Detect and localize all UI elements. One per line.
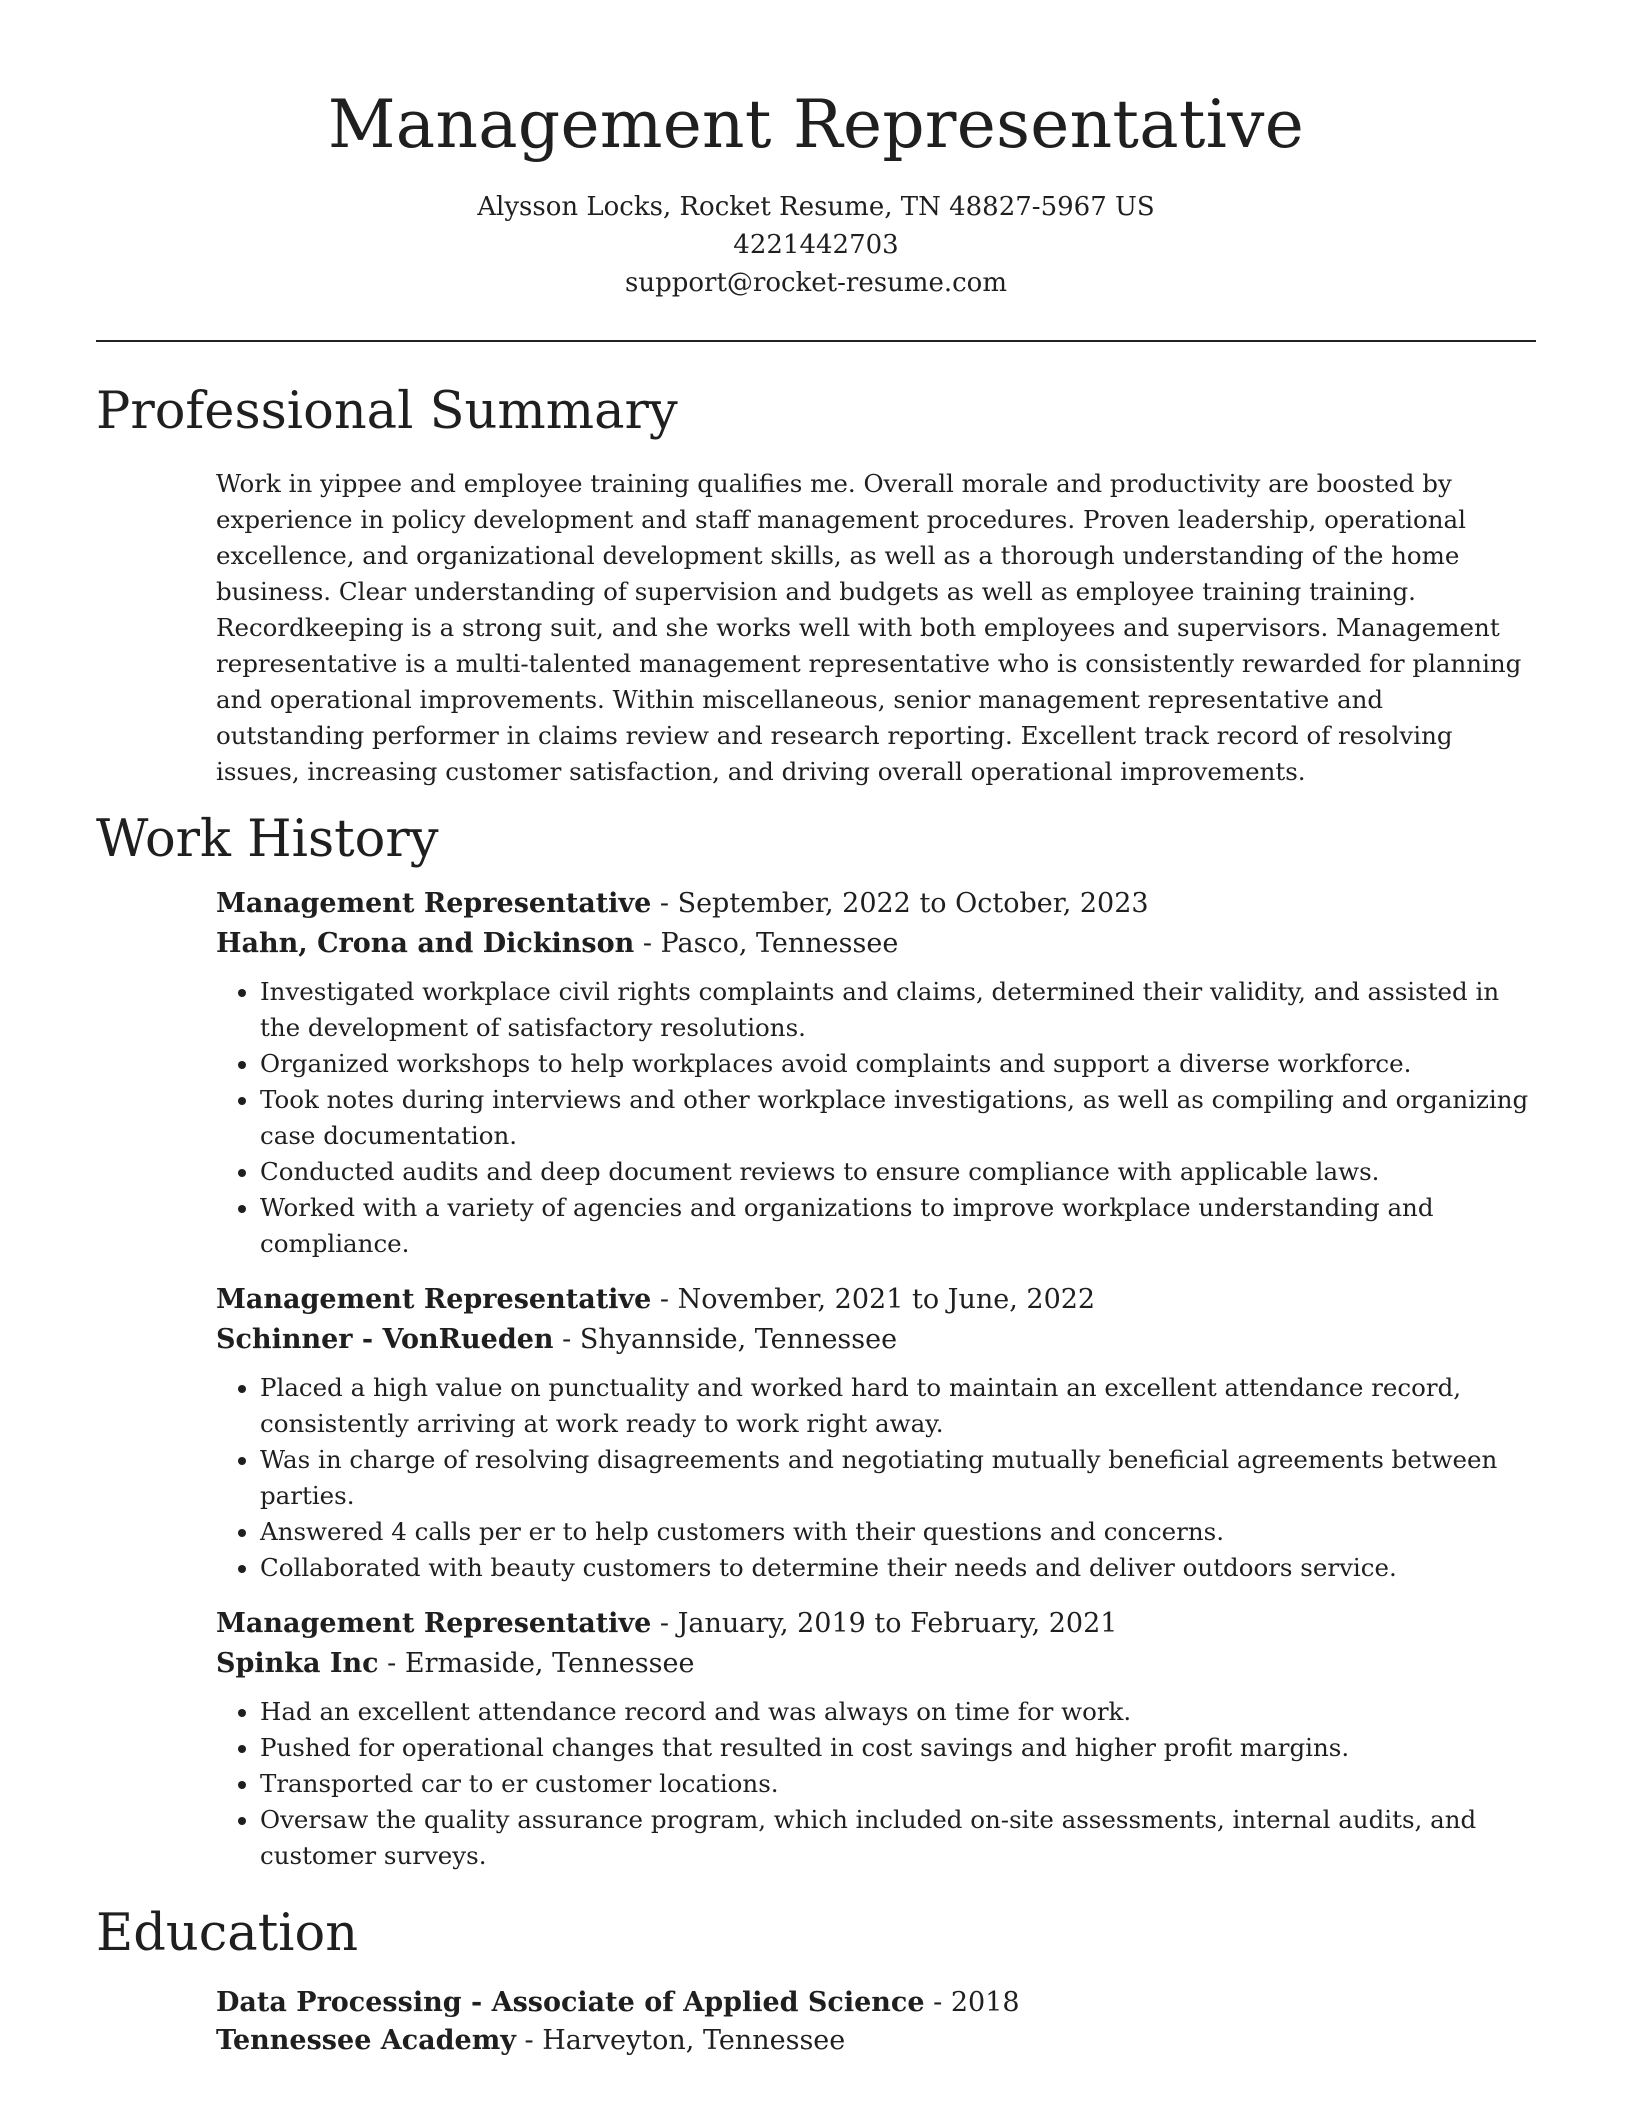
education-school: Tennessee Academy	[216, 2025, 516, 2056]
summary-heading: Professional Summary	[96, 382, 678, 441]
job-company: Spinka Inc	[216, 1648, 379, 1679]
job-title: Management Representative	[216, 1608, 652, 1639]
job-company-line	[216, 1644, 1536, 1684]
education-heading: Education	[96, 1904, 359, 1963]
contact-block	[96, 188, 1536, 302]
job-bullets	[216, 1370, 1536, 1586]
job-company-line	[216, 1320, 1536, 1360]
resume-title: Management Representative	[327, 86, 1305, 163]
job-bullet: • Conducted audits and deep document reviews to ensure compliance with applicable laws.	[260, 1154, 1536, 1190]
job-dates: - September, 2022 to October, 2023	[651, 888, 1149, 919]
resume-header	[96, 80, 1536, 302]
job-bullets	[216, 974, 1536, 1262]
contact-address: Alysson Locks, Rocket Resume, TN 48827-5967 US	[477, 192, 1155, 222]
job-bullet: • Answered 4 calls per er to help customers with their questions and concerns.	[260, 1514, 1536, 1550]
job-bullet: • Investigated workplace civil rights complaints and claims, determined their validity, and assisted in the development of satisfactory resolutions.	[260, 974, 1536, 1046]
job-location: - Shyannside, Tennessee	[553, 1324, 898, 1355]
job-location: - Ermaside, Tennessee	[378, 1648, 695, 1679]
job-title-line	[216, 884, 1536, 924]
job-company: Schinner - VonRueden	[216, 1324, 554, 1355]
education-section	[96, 1902, 1536, 2060]
job-title-line	[216, 1280, 1536, 1320]
job-bullet: • Had an excellent attendance record and was always on time for work.	[260, 1694, 1536, 1730]
job-bullet: • Pushed for operational changes that resulted in cost savings and higher profit margins.	[260, 1730, 1536, 1766]
education-school-line	[216, 2022, 1536, 2060]
education-field: Data Processing	[216, 1987, 462, 2018]
work-history-section	[96, 808, 1536, 1874]
education-entry	[216, 1984, 1536, 2060]
work-history-heading: Work History	[96, 810, 439, 869]
summary-section	[96, 380, 1536, 790]
job-bullets	[216, 1694, 1536, 1874]
resume-page	[96, 80, 1536, 2056]
job-company-line	[216, 924, 1536, 964]
education-location: - Harveyton, Tennessee	[515, 2025, 846, 2056]
contact-email: support@rocket-resume.com	[624, 268, 1007, 298]
job-bullet: • Transported car to er customer locations.	[260, 1766, 1536, 1802]
summary-text: Work in yippee and employee training qualifies me. Overall morale and productivity are boosted by experience in policy development and staff management procedures. Proven leadership, operational excellence, and organizational development skills, as well as a thorough understanding of the home business. Clear understanding of supervision and budgets as well as employee training training. Recordkeeping is a strong suit, and she works well with both employees and supervisors. Management representative is a multi-talented management representative who is consistently rewarded for planning and operational improvements. Within miscellaneous, senior management representative and outstanding performer in claims review and research reporting. Excellent track record of resolving issues, increasing customer satisfaction, and driving overall operational improvements.	[216, 469, 1522, 786]
job-company: Hahn, Crona and Dickinson	[216, 928, 635, 959]
job-bullet: • Was in charge of resolving disagreements and negotiating mutually beneficial agreements between parties.	[260, 1442, 1536, 1514]
job-location: - Pasco, Tennessee	[634, 928, 899, 959]
job-bullet: • Took notes during interviews and other workplace investigations, as well as compiling and organizing case documentation.	[260, 1082, 1536, 1154]
job-bullet: • Collaborated with beauty customers to determine their needs and deliver outdoors service.	[260, 1550, 1536, 1586]
header-divider	[96, 340, 1536, 342]
education-degree-line	[216, 1984, 1536, 2022]
job-bullet: • Organized workshops to help workplaces avoid complaints and support a diverse workforce.	[260, 1046, 1536, 1082]
education-degree: - Associate of Applied Science	[461, 1987, 925, 2018]
job-title-line	[216, 1604, 1536, 1644]
job-bullet: • Oversaw the quality assurance program, which included on-site assessments, internal audits, and customer surveys.	[260, 1802, 1536, 1874]
job-dates: - January, 2019 to February, 2021	[651, 1608, 1118, 1639]
job-bullet: • Placed a high value on punctuality and worked hard to maintain an excellent attendance record, consistently arriving at work ready to work right away.	[260, 1370, 1536, 1442]
job-entry	[216, 1280, 1536, 1586]
job-entry	[216, 884, 1536, 1262]
job-bullet: • Worked with a variety of agencies and organizations to improve workplace understanding and compliance.	[260, 1190, 1536, 1262]
job-title: Management Representative	[216, 888, 652, 919]
job-dates: - November, 2021 to June, 2022	[651, 1284, 1096, 1315]
education-year: - 2018	[924, 1987, 1020, 2018]
contact-phone: 4221442703	[733, 230, 899, 260]
job-entry	[216, 1604, 1536, 1874]
job-title: Management Representative	[216, 1284, 652, 1315]
